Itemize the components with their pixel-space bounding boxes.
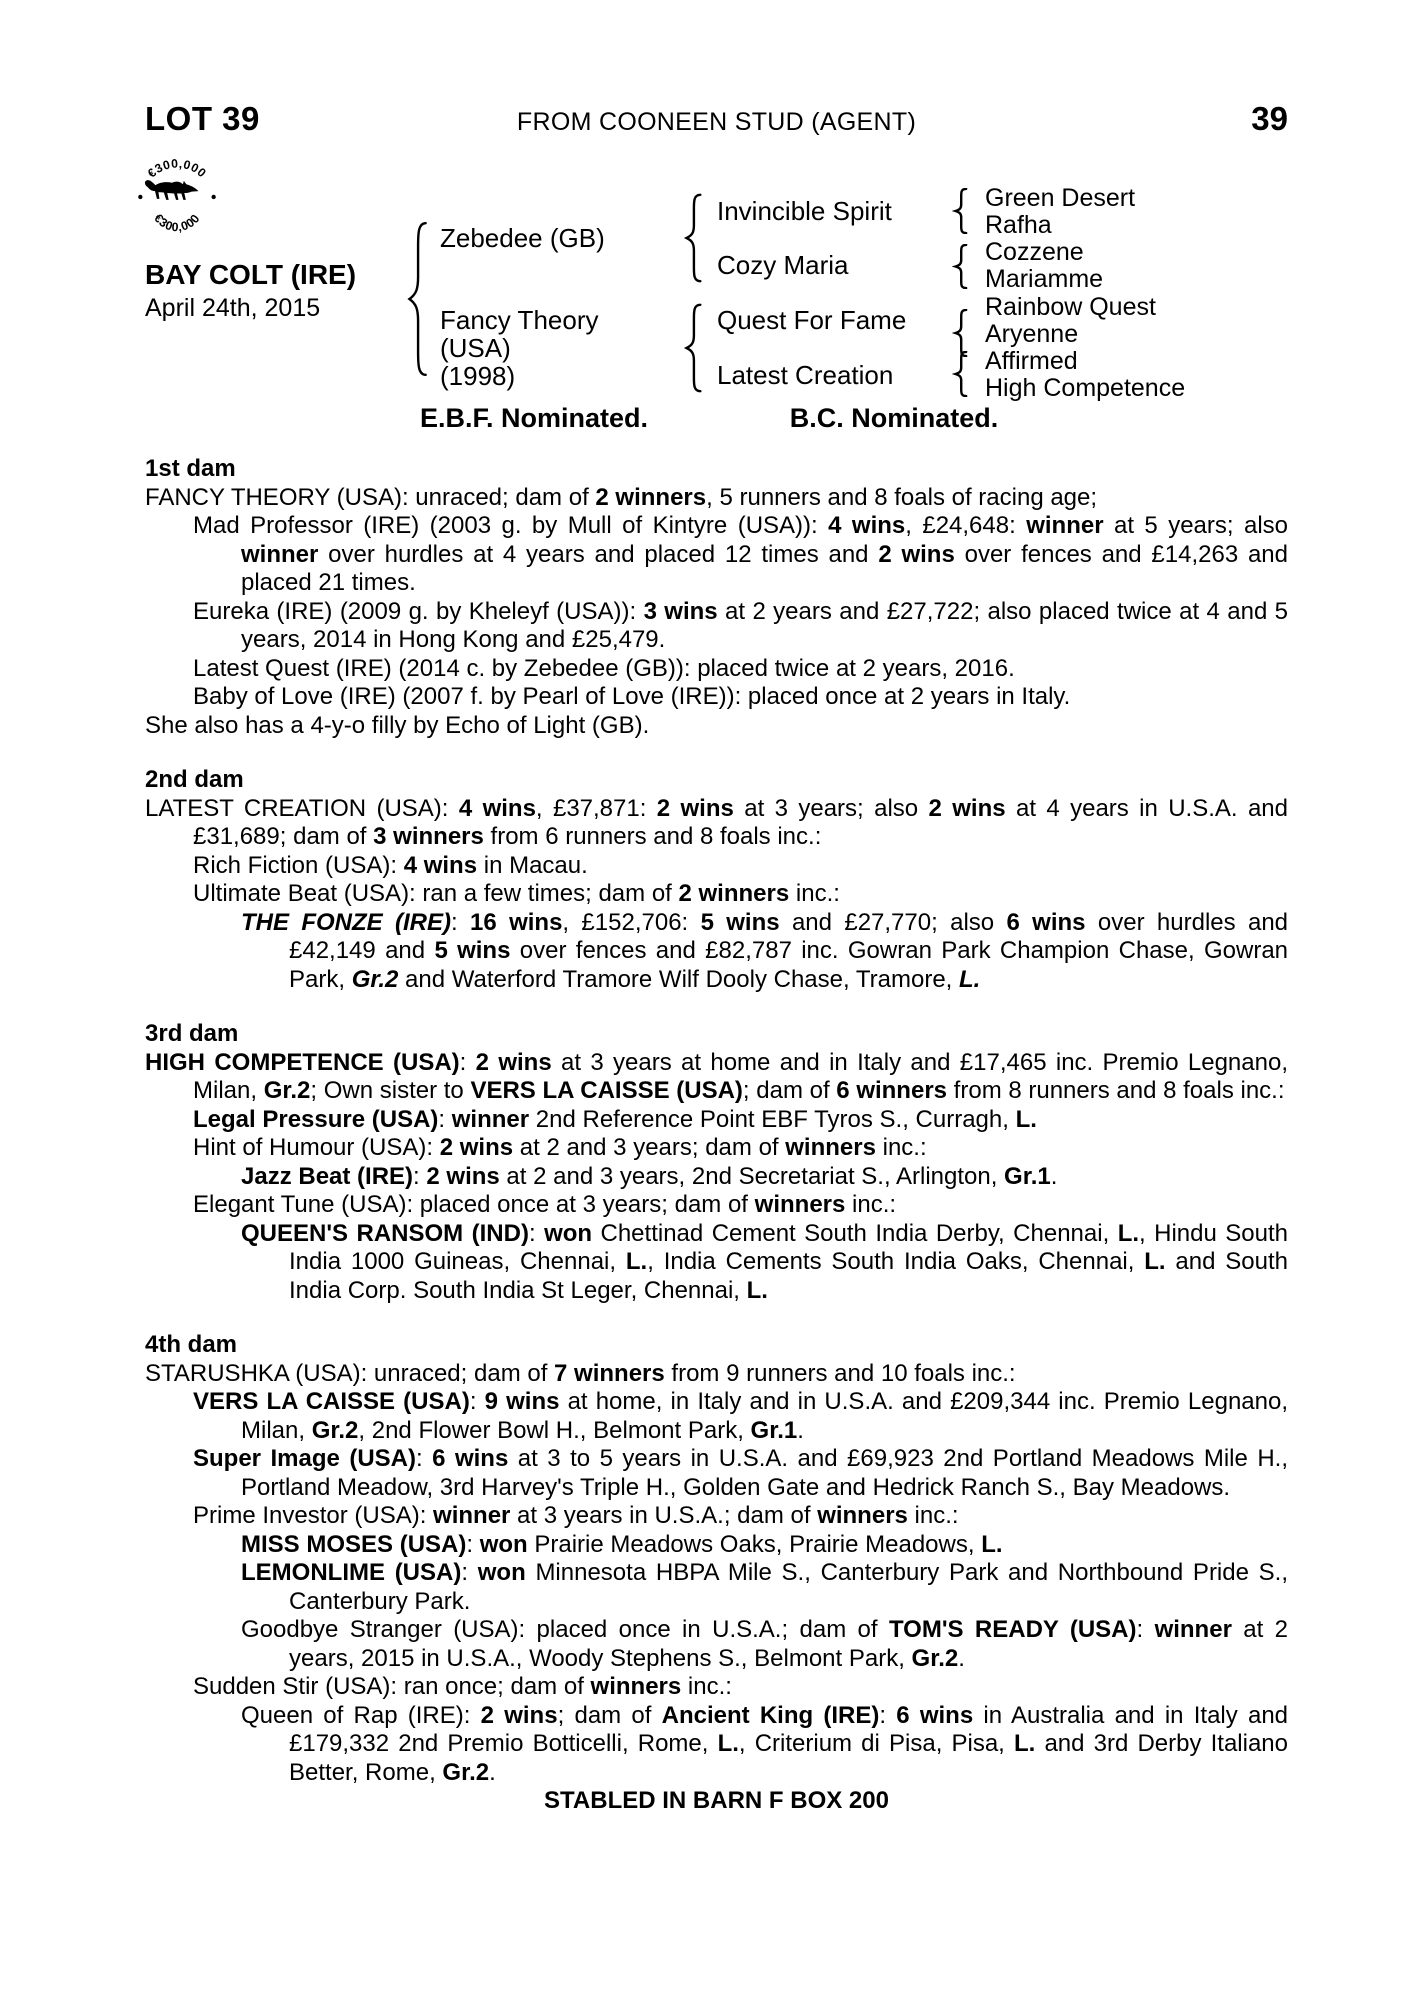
pedigree-entry: Queen of Rap (IRE): 2 wins; dam of Ancient King (IRE): 6 wins in Australia and in Italy and £179,332 2nd Premio Botticelli, Rome, L., Criterium di Pisa, Pisa, L. and 3rd Derby Italiano Better, Rome, Gr.2. <box>241 1701 1289 1786</box>
pedigree-entry: THE FONZE (IRE): 16 wins, £152,706: 5 wins and £27,770; also 6 wins over hurdles and £42,149 and 5 wins over fences and £82,787 inc. Gowran Park Champion Chase, Gowran Park, Gr.2 and Waterford Tramore Wilf Dooly Chase, Tramore, L. <box>241 908 1289 993</box>
pedigree-entry: Jazz Beat (IRE): 2 wins at 2 and 3 years, 2nd Secretariat S., Arlington, Gr.1. <box>241 1162 1058 1190</box>
great-grandparent: Mariamme <box>985 265 1104 293</box>
pedigree-entry: Legal Pressure (USA): winner 2nd Reference Point EBF Tyros S., Curragh, L. <box>193 1105 1037 1133</box>
subject-name: BAY COLT (IRE) <box>145 259 357 290</box>
pedigree-entry: Sudden Stir (USA): ran once; dam of winners inc.: <box>193 1673 732 1700</box>
dam-name-line3: (1998) <box>440 361 516 391</box>
great-grandparent: Rainbow Quest <box>985 293 1156 321</box>
sire-name: Zebedee (GB) <box>440 223 605 253</box>
dam-heading: 1st dam <box>145 455 236 482</box>
consignor-title: FROM COONEEN STUD (AGENT) <box>516 108 917 136</box>
pedigree-text-body <box>145 455 1288 1816</box>
stamp-price-bottom: €300,000 <box>151 211 203 235</box>
great-grandparent: High Competence <box>985 374 1186 402</box>
grandsire-1: Invincible Spirit <box>717 196 892 226</box>
granddam-2: Latest Creation <box>717 360 894 390</box>
pedigree-entry: LATEST CREATION (USA): 4 wins, £37,871: 2 wins at 3 years; also 2 wins at 4 years in U.S.A. and £31,689; dam of 3 winners from 6 runners and 8 foals inc.: <box>145 794 1288 850</box>
pedigree-entry: Mad Professor (IRE) (2003 g. by Mull of Kintyre (USA)): 4 wins, £24,648: winner at 5 years; also winner over hurdles at 4 years and placed 12 times and 2 wins over fences and £14,263 and placed 21 times. <box>193 512 1289 596</box>
dam-heading: 3rd dam <box>145 1020 239 1047</box>
stabled-location-line: STABLED IN BARN F BOX 200 <box>544 1787 889 1814</box>
pedigree-brace <box>952 351 969 397</box>
pedigree-brace <box>952 188 969 234</box>
pedigree-entry: Goodbye Stranger (USA): placed once in U.S.A.; dam of TOM'S READY (USA): winner at 2 years, 2015 in U.S.A., Woody Stephens S., Belmont Park, Gr.2. <box>241 1616 1289 1672</box>
pedigree-entry: FANCY THEORY (USA): unraced; dam of 2 winners, 5 runners and 8 foals of racing age; <box>145 483 1098 511</box>
stamp-price-top: €300,000 <box>144 156 210 181</box>
pedigree-entry: HIGH COMPETENCE (USA): 2 wins at 3 years at home and in Italy and £17,465 inc. Premio Legnano, Milan, Gr.2; Own sister to VERS LA CAISSE (USA); dam of 6 winners from 8 runners and 8 foals inc.: <box>145 1048 1288 1104</box>
dam-name-line2: (USA) <box>440 333 511 363</box>
page-number: 39 <box>1251 100 1289 137</box>
granddam-1: Cozy Maria <box>717 250 849 280</box>
dam-heading: 2nd dam <box>145 766 244 793</box>
pedigree-entry: Prime Investor (USA): winner at 3 years in U.S.A.; dam of winners inc.: <box>193 1502 959 1529</box>
great-grandparent: Aryenne <box>985 320 1079 348</box>
pedigree-entry: Baby of Love (IRE) (2007 f. by Pearl of Love (IRE)): placed once at 2 years in Italy. <box>193 683 1071 710</box>
great-grandparent: Affirmed <box>985 347 1078 375</box>
lot-number: LOT 39 <box>145 100 260 137</box>
pedigree-brace <box>404 220 430 378</box>
ebf-nominated-note: E.B.F. Nominated. <box>419 403 649 433</box>
pedigree-entry: Elegant Tune (USA): placed once at 3 years; dam of winners inc.: <box>193 1191 897 1218</box>
pedigree-entry: VERS LA CAISSE (USA): 9 wins at home, in Italy and in U.S.A. and £209,344 inc. Premio Legnano, Milan, Gr.2, 2nd Flower Bowl H., Belmont Park, Gr.1. <box>193 1388 1288 1444</box>
great-grandparent: Green Desert <box>985 184 1136 212</box>
pedigree-entry: Hint of Humour (USA): 2 wins at 2 and 3 years; dam of winners inc.: <box>193 1134 927 1161</box>
pedigree-entry: She also has a 4-y-o filly by Echo of Light (GB). <box>145 711 650 739</box>
pedigree-brace <box>952 244 969 289</box>
pedigree-entry: Ultimate Beat (USA): ran a few times; dam of 2 winners inc.: <box>193 880 840 907</box>
great-grandparent: Cozzene <box>985 238 1084 266</box>
pedigree-entry: LEMONLIME (USA): won Minnesota HBPA Mile S., Canterbury Park and Northbound Pride S., Canterbury Park. <box>241 1559 1289 1615</box>
bc-nominated-note: B.C. Nominated. <box>789 403 999 433</box>
grandsire-2: Quest For Fame <box>717 305 907 335</box>
pedigree-brace <box>952 309 969 357</box>
pedigree-tree <box>0 0 1428 450</box>
pedigree-brace <box>682 303 704 393</box>
pedigree-brace <box>682 193 704 283</box>
pedigree-entry: Rich Fiction (USA): 4 wins in Macau. <box>193 851 588 879</box>
pedigree-entry: Super Image (USA): 6 wins at 3 to 5 years in U.S.A. and £69,923 2nd Portland Meadows Mile H., Portland Meadow, 3rd Harvey's Triple H., Golden Gate and Hedrick Ranch S., Bay Meadows. <box>193 1445 1289 1501</box>
great-grandparent: Rafha <box>985 211 1052 239</box>
pedigree-entry: MISS MOSES (USA): won Prairie Meadows Oaks, Prairie Meadows, L. <box>241 1530 1003 1558</box>
dam-name-line1: Fancy Theory <box>440 305 599 335</box>
dam-heading: 4th dam <box>145 1331 238 1358</box>
pedigree-entry: QUEEN'S RANSOM (IND): won Chettinad Cement South India Derby, Chennai, L., Hindu South India 1000 Guineas, Chennai, L., India Cements South India Oaks, Chennai, L. and South India Corp. South India St Leger, Chennai, L. <box>241 1219 1289 1304</box>
pedigree-entry: STARUSHKA (USA): unraced; dam of 7 winners from 9 runners and 10 foals inc.: <box>145 1359 1016 1387</box>
pedigree-entry: Latest Quest (IRE) (2014 c. by Zebedee (GB)): placed twice at 2 years, 2016. <box>193 654 1015 682</box>
pedigree-entry: Eureka (IRE) (2009 g. by Kheleyf (USA)): 3 wins at 2 years and £27,722; also placed twice at 4 and 5 years, 2014 in Hong Kong and £25,479. <box>193 597 1289 653</box>
subject-foaling-date: April 24th, 2015 <box>145 294 321 322</box>
